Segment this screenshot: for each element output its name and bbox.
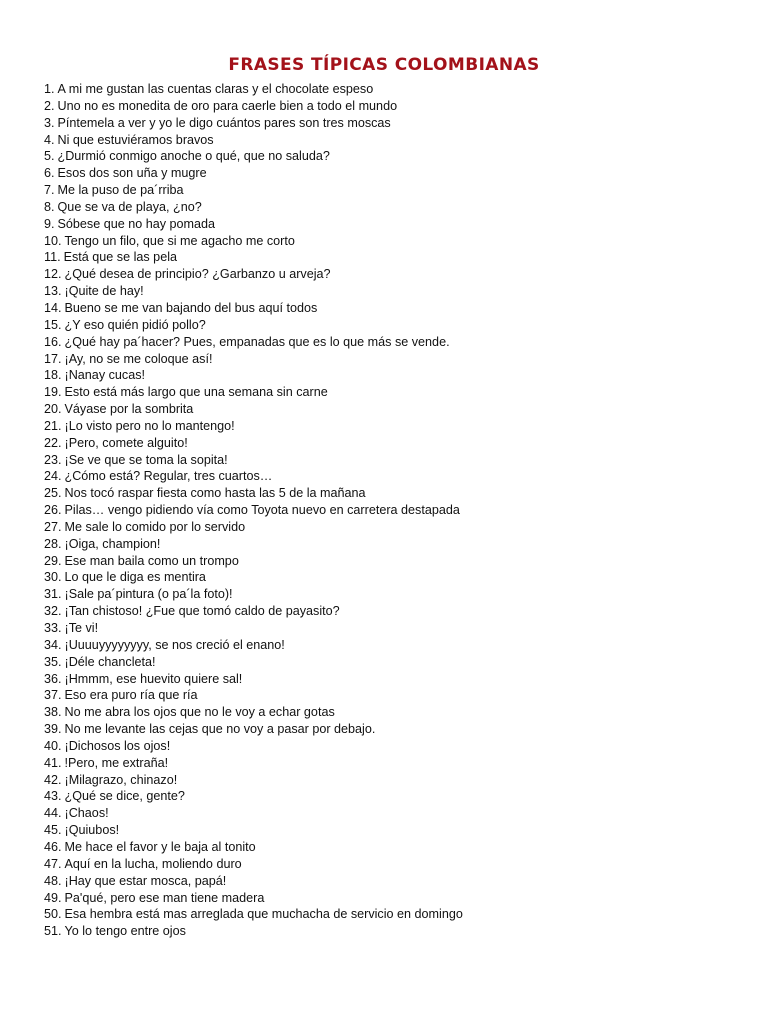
list-item-text: No me levante las cejas que no voy a pasar por debajo. bbox=[64, 722, 376, 737]
list-item bbox=[44, 351, 744, 368]
list-item bbox=[44, 856, 744, 873]
list-item-number: 6. bbox=[44, 166, 55, 181]
list-item-text: ¡Te vi! bbox=[64, 621, 99, 635]
list-item-number: 40. bbox=[44, 738, 62, 753]
list-item-text: ¡Lo visto pero no lo mantengo! bbox=[64, 418, 235, 433]
list-item bbox=[44, 182, 744, 199]
list-item bbox=[44, 384, 744, 401]
list-item-number: 32. bbox=[44, 604, 62, 619]
list-item-text: ¿Cómo está? Regular, tres cuartos… bbox=[64, 469, 273, 484]
list-item bbox=[44, 788, 744, 805]
list-item bbox=[44, 115, 744, 132]
list-item-number: 33. bbox=[44, 621, 62, 635]
list-item-text: ¡Milagrazo, chinazo! bbox=[64, 772, 178, 787]
list-item bbox=[44, 401, 744, 418]
list-item-number: 27. bbox=[44, 519, 62, 534]
list-item bbox=[44, 249, 744, 266]
list-item bbox=[44, 890, 744, 907]
list-item bbox=[44, 839, 744, 856]
list-item-text: ¡Nanay cucas! bbox=[64, 368, 146, 383]
document-title: FRASES TÍPICAS COLOMBIANAS bbox=[228, 55, 540, 76]
list-item-text: Píntemela a ver y yo le digo cuántos pares son tres moscas bbox=[57, 115, 391, 130]
list-item bbox=[44, 687, 744, 704]
list-item-text: Pilas… vengo pidiendo vía como Toyota nuevo en carretera destapada bbox=[64, 503, 460, 518]
list-item-number: 30. bbox=[44, 570, 62, 585]
list-item-number: 13. bbox=[44, 284, 62, 299]
list-item-text: Me sale lo comido por lo servido bbox=[64, 519, 246, 534]
list-item-text: Aquí en la lucha, moliendo duro bbox=[64, 856, 242, 871]
list-item-text: ¡Hmmm, ese huevito quiere sal! bbox=[64, 671, 243, 686]
list-item-text: Sóbese que no hay pomada bbox=[57, 216, 216, 231]
list-item bbox=[44, 132, 744, 149]
list-item-text: ¡Hay que estar mosca, papá! bbox=[64, 873, 227, 888]
list-item-number: 2. bbox=[44, 98, 55, 113]
list-item-text: Esos dos son uña y mugre bbox=[57, 166, 207, 181]
list-item-text: Que se va de playa, ¿no? bbox=[57, 199, 202, 214]
list-item-number: 23. bbox=[44, 452, 62, 467]
list-item-number: 11. bbox=[44, 250, 61, 265]
list-item-number: 43. bbox=[44, 789, 62, 804]
list-item-number: 38. bbox=[44, 705, 62, 720]
list-item bbox=[44, 620, 744, 637]
list-item-number: 34. bbox=[44, 637, 62, 652]
list-item-text: A mi me gustan las cuentas claras y el chocolate espeso bbox=[57, 82, 374, 96]
list-item-text: Ese man baila como un trompo bbox=[64, 553, 239, 568]
list-item-text: Pa'qué, pero ese man tiene madera bbox=[64, 890, 265, 905]
list-item-number: 29. bbox=[44, 553, 62, 568]
list-item-number: 7. bbox=[44, 183, 55, 198]
list-item-number: 48. bbox=[44, 873, 62, 888]
list-item-number: 4. bbox=[44, 132, 55, 147]
list-item-text: !Pero, me extraña! bbox=[64, 755, 169, 770]
list-item-text: Eso era puro ría que ría bbox=[64, 688, 198, 703]
list-item bbox=[44, 603, 744, 620]
list-item bbox=[44, 165, 744, 182]
list-item-number: 44. bbox=[44, 806, 62, 821]
list-item bbox=[44, 923, 744, 940]
list-item bbox=[44, 468, 744, 485]
list-item bbox=[44, 738, 744, 755]
list-item-number: 16. bbox=[44, 334, 62, 349]
list-item-number: 46. bbox=[44, 839, 62, 854]
list-item bbox=[44, 283, 744, 300]
list-item-text: Me la puso de pa´rriba bbox=[57, 183, 184, 198]
list-item bbox=[44, 772, 744, 789]
list-item-number: 45. bbox=[44, 823, 62, 838]
list-item-number: 37. bbox=[44, 688, 62, 703]
list-item bbox=[44, 671, 744, 688]
list-item bbox=[44, 873, 744, 890]
list-item bbox=[44, 334, 744, 351]
list-item-text: Esto está más largo que una semana sin carne bbox=[64, 385, 328, 400]
list-item-number: 18. bbox=[44, 368, 62, 383]
list-item bbox=[44, 906, 744, 923]
list-item-text: Yo lo tengo entre ojos bbox=[64, 924, 186, 939]
list-item-text: ¿Qué desea de principio? ¿Garbanzo u arveja? bbox=[64, 267, 331, 282]
list-item-text: ¿Qué hay pa´hacer? Pues, empanadas que es lo que más se vende. bbox=[64, 334, 450, 349]
list-item-number: 14. bbox=[44, 300, 62, 315]
list-item-number: 20. bbox=[44, 402, 62, 417]
list-item-number: 51. bbox=[44, 924, 62, 939]
list-item-number: 35. bbox=[44, 654, 62, 669]
list-item bbox=[44, 148, 744, 165]
list-item bbox=[44, 452, 744, 469]
list-item-number: 28. bbox=[44, 536, 62, 551]
list-item-number: 19. bbox=[44, 385, 62, 400]
list-item-number: 17. bbox=[44, 351, 62, 366]
list-item bbox=[44, 805, 744, 822]
phrase-list bbox=[44, 81, 744, 940]
list-item-number: 41. bbox=[44, 755, 62, 770]
list-item-number: 24. bbox=[44, 469, 62, 484]
list-item-number: 15. bbox=[44, 317, 62, 332]
list-item-text: Me hace el favor y le baja al tonito bbox=[64, 839, 256, 854]
list-item bbox=[44, 822, 744, 839]
list-item-text: Está que se las pela bbox=[63, 250, 177, 265]
list-item-number: 26. bbox=[44, 503, 62, 518]
list-item-text: Uno no es monedita de oro para caerle bien a todo el mundo bbox=[57, 98, 398, 113]
list-item-text: ¡Se ve que se toma la sopita! bbox=[64, 452, 228, 467]
list-item-text: ¡Pero, comete alguito! bbox=[64, 435, 188, 450]
list-item-number: 49. bbox=[44, 890, 62, 905]
list-item bbox=[44, 553, 744, 570]
list-item bbox=[44, 519, 744, 536]
list-item bbox=[44, 536, 744, 553]
list-item-text: ¿Qué se dice, gente? bbox=[64, 789, 185, 804]
list-item-text: Váyase por la sombrita bbox=[64, 402, 194, 417]
list-item-text: Esa hembra está mas arreglada que muchacha de servicio en domingo bbox=[64, 907, 463, 922]
list-item-number: 39. bbox=[44, 722, 62, 737]
list-item bbox=[44, 637, 744, 654]
list-item-text: No me abra los ojos que no le voy a echar gotas bbox=[64, 705, 335, 720]
list-item bbox=[44, 300, 744, 317]
list-item bbox=[44, 755, 744, 772]
list-item-number: 8. bbox=[44, 199, 55, 214]
list-item bbox=[44, 704, 744, 721]
list-item bbox=[44, 266, 744, 283]
list-item bbox=[44, 367, 744, 384]
list-item-text: ¡Tan chistoso! ¿Fue que tomó caldo de payasito? bbox=[64, 604, 340, 619]
list-item-text: ¡Quiubos! bbox=[64, 823, 120, 838]
list-item bbox=[44, 502, 744, 519]
list-item bbox=[44, 418, 744, 435]
list-item bbox=[44, 435, 744, 452]
list-item-text: Bueno se me van bajando del bus aquí todos bbox=[64, 300, 318, 315]
list-item-text: ¡Chaos! bbox=[64, 806, 109, 821]
list-item-text: ¡Sale pa´pintura (o pa´la foto)! bbox=[64, 587, 233, 602]
list-item-number: 10. bbox=[44, 233, 62, 248]
list-item-text: ¡Uuuuyyyyyyyy, se nos creció el enano! bbox=[64, 637, 285, 652]
list-item bbox=[44, 199, 744, 216]
list-item-number: 12. bbox=[44, 267, 62, 282]
list-item bbox=[44, 98, 744, 115]
list-item-number: 22. bbox=[44, 435, 62, 450]
list-item-number: 42. bbox=[44, 772, 62, 787]
list-item bbox=[44, 586, 744, 603]
list-item-text: ¡Déle chancleta! bbox=[64, 654, 156, 669]
list-item-text: ¡Dichosos los ojos! bbox=[64, 738, 171, 753]
list-item bbox=[44, 654, 744, 671]
list-item-text: Ni que estuviéramos bravos bbox=[57, 132, 214, 147]
list-item-number: 50. bbox=[44, 907, 62, 922]
list-item-number: 3. bbox=[44, 115, 55, 130]
list-item-text: ¡Quite de hay! bbox=[64, 284, 144, 299]
list-item-number: 36. bbox=[44, 671, 62, 686]
list-item-text: ¿Durmió conmigo anoche o qué, que no saluda? bbox=[57, 149, 330, 164]
list-item-text: ¡Oiga, champion! bbox=[64, 536, 161, 551]
list-item-text: ¿Y eso quién pidió pollo? bbox=[64, 317, 206, 332]
list-item bbox=[44, 216, 744, 233]
list-item bbox=[44, 81, 744, 98]
list-item bbox=[44, 317, 744, 334]
list-item-number: 31. bbox=[44, 587, 62, 602]
list-item bbox=[44, 569, 744, 586]
list-item-text: Lo que le diga es mentira bbox=[64, 570, 206, 585]
list-item-text: Tengo un filo, que si me agacho me corto bbox=[64, 233, 295, 248]
list-item-number: 9. bbox=[44, 216, 55, 231]
list-item-number: 5. bbox=[44, 149, 55, 164]
list-item bbox=[44, 233, 744, 250]
list-item bbox=[44, 485, 744, 502]
list-item-text: Nos tocó raspar fiesta como hasta las 5 de la mañana bbox=[64, 486, 366, 501]
list-item-number: 25. bbox=[44, 486, 62, 501]
list-item-text: ¡Ay, no se me coloque así! bbox=[64, 351, 213, 366]
list-item-number: 47. bbox=[44, 856, 62, 871]
list-item-number: 1. bbox=[44, 82, 55, 96]
list-item bbox=[44, 721, 744, 738]
list-item-number: 21. bbox=[44, 418, 62, 433]
